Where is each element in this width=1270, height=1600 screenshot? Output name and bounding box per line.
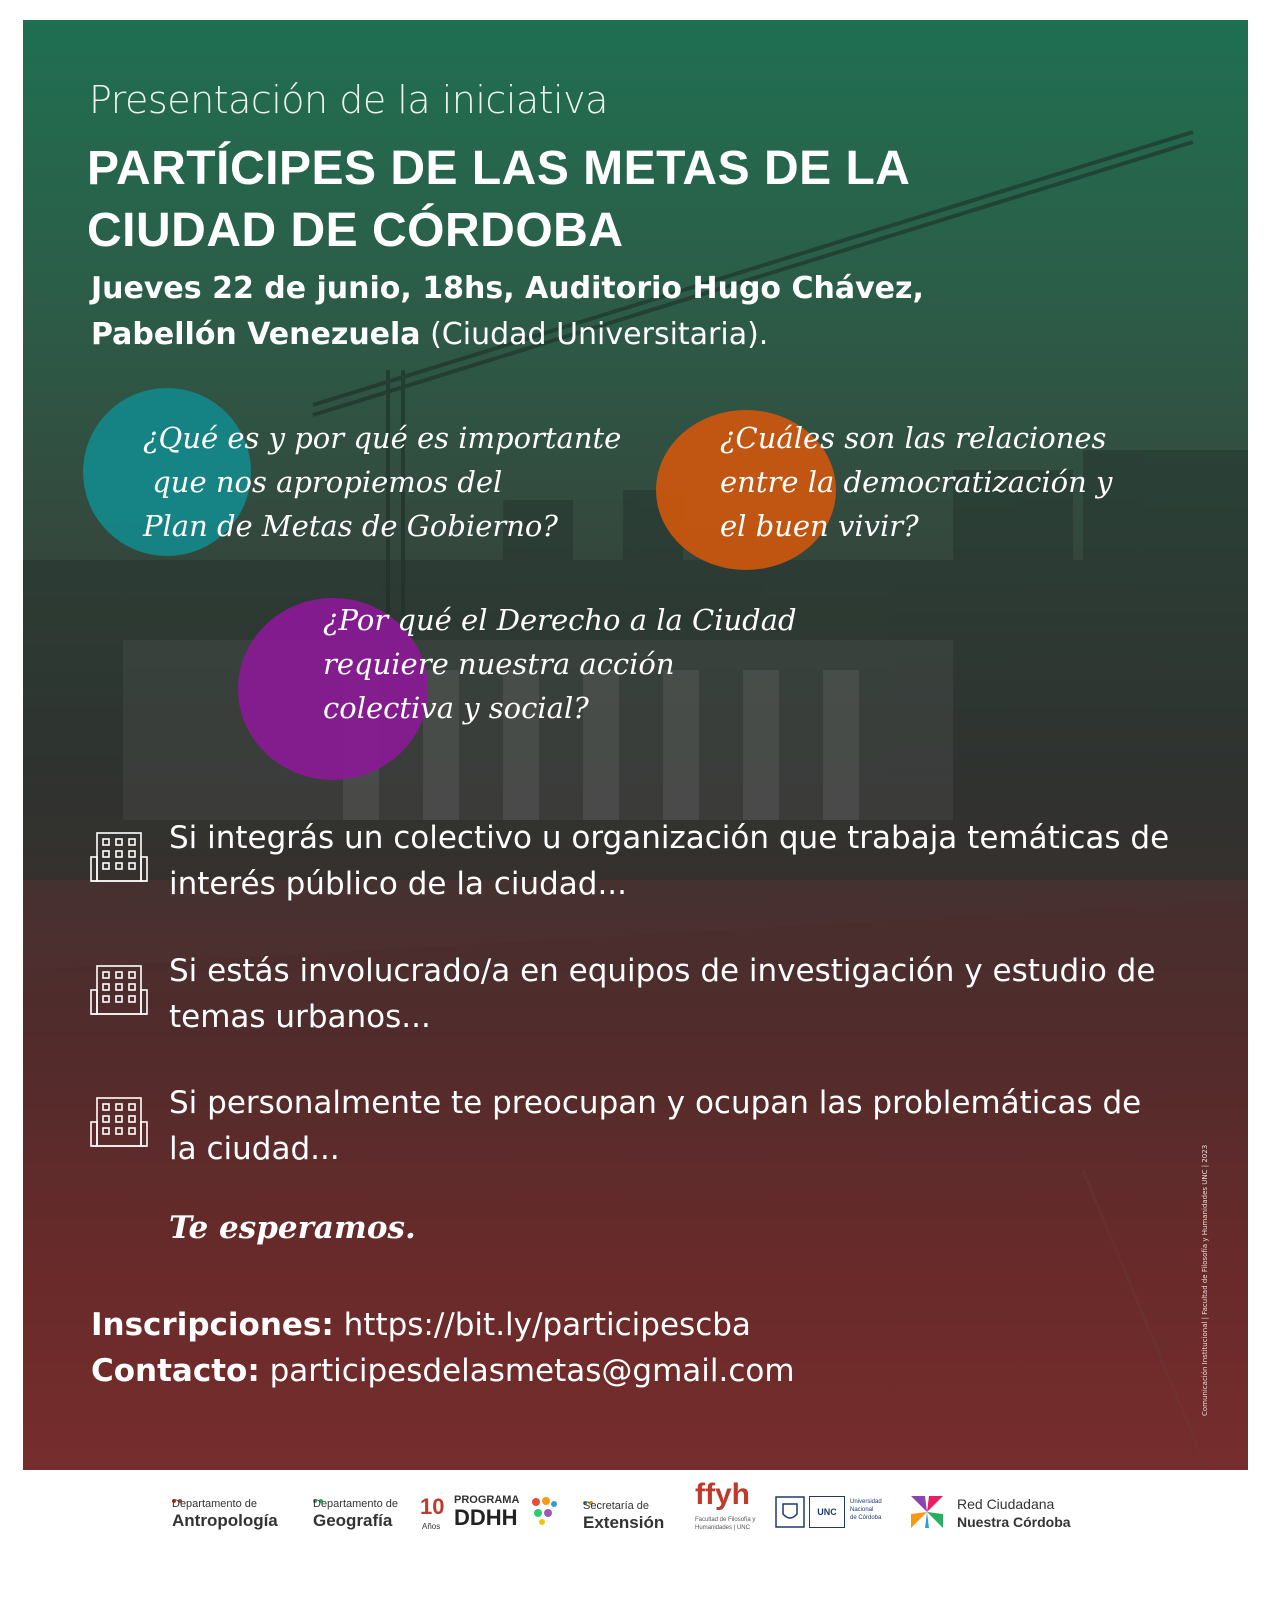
unc-shield-icon	[775, 1496, 805, 1528]
logo-small-text: Departamento de	[172, 1498, 257, 1510]
red-ciudadana-mark-icon	[907, 1492, 947, 1532]
contact-email-link[interactable]: participesdelasmetas@gmail.com	[259, 1353, 795, 1389]
logo-small-text: Secretaría de	[583, 1500, 650, 1512]
question-plan-metas	[143, 416, 663, 548]
unc-badge: UNC	[809, 1496, 845, 1528]
logo-big-text: Antropología	[172, 1511, 278, 1530]
colored-dots-icon	[530, 1496, 558, 1526]
list-item-line: Si estás involucrado/a en equipos de investigación y estudio de	[169, 953, 1156, 989]
logo-big-text: Extensión	[583, 1513, 665, 1532]
logo-ffyh	[695, 1478, 765, 1532]
unc-name-line: Universidad	[850, 1499, 882, 1505]
list-item-line: interés público de la ciudad...	[169, 866, 628, 902]
logo-red-ciudadana	[907, 1492, 1087, 1536]
logo-bar	[0, 1470, 1270, 1600]
pre-title: Presentación de la iniciativa	[89, 78, 608, 122]
ddhh-big-label: DDHH	[454, 1505, 518, 1530]
logo-geografia	[313, 1490, 398, 1531]
logo-unc	[775, 1494, 885, 1534]
poster	[23, 20, 1248, 1470]
logo-small-text: Departamento de	[313, 1498, 398, 1510]
ffyh-caption: Facultad de Filosofía y Humanidades | UNC	[695, 1517, 756, 1531]
question-line: que nos apropiemos del	[143, 465, 503, 499]
red-ciudadana-line2: Nuestra Córdoba	[957, 1514, 1071, 1530]
ddhh-programa-label: PROGRAMA	[454, 1494, 520, 1506]
ddhh-years-number: 10	[420, 1494, 445, 1519]
question-derecho-ciudad	[323, 598, 843, 730]
event-venue-detail: (Ciudad Universitaria).	[420, 317, 769, 352]
list-item-text	[169, 1080, 1199, 1172]
unc-name-line: de Córdoba	[850, 1515, 882, 1521]
unc-name-line: Nacional	[850, 1507, 874, 1513]
unc-full-name	[850, 1498, 882, 1522]
logo-big-text: Geografía	[313, 1511, 393, 1530]
logo-programa-ddhh	[420, 1492, 560, 1542]
ddhh-years-label: Años	[422, 1522, 441, 1531]
dots-icon	[172, 1490, 278, 1496]
building-icon	[87, 823, 151, 887]
closing-text: Te esperamos.	[169, 1210, 416, 1246]
event-date-location: Jueves 22 de junio, 18hs, Auditorio Hugo Chávez,	[91, 271, 924, 306]
question-line: ¿Cuáles son las relaciones	[720, 421, 1107, 455]
list-item-line: Si personalmente te preocupan y ocupan las problemáticas de	[169, 1085, 1142, 1121]
question-line: requiere nuestra acción	[323, 647, 675, 681]
main-title-line1: PARTÍCIPES DE LAS METAS DE LA	[87, 142, 911, 195]
dots-icon	[583, 1492, 664, 1498]
dots-icon	[313, 1490, 398, 1496]
contacto-label: Contacto:	[91, 1353, 260, 1389]
question-line: entre la democratización y	[720, 465, 1113, 499]
logo-extension	[583, 1492, 664, 1533]
inscripciones-link[interactable]: https://bit.ly/participescba	[333, 1307, 751, 1343]
inscripciones-label: Inscripciones:	[91, 1307, 334, 1343]
main-title	[87, 138, 967, 262]
list-item-text	[169, 948, 1199, 1040]
question-line: colectiva y social?	[323, 691, 589, 725]
list-item-text	[169, 815, 1199, 907]
question-line: Plan de Metas de Gobierno?	[143, 509, 558, 543]
list-item-line: Si integrás un colectivo u organización que trabaja temáticas de	[169, 820, 1170, 856]
main-title-line2: CIUDAD DE CÓRDOBA	[87, 204, 624, 257]
contact-block	[91, 1302, 795, 1394]
vertical-credit-text: Comunicación Institucional | Facultad de Filosofía y Humanidades UNC | 2023	[1201, 1144, 1209, 1416]
event-venue: Pabellón Venezuela	[91, 317, 421, 352]
building-icon	[87, 956, 151, 1020]
event-details	[91, 266, 924, 358]
building-icon	[87, 1088, 151, 1152]
question-democratizacion	[720, 416, 1160, 548]
question-line: el buen vivir?	[720, 509, 919, 543]
list-item-line: la ciudad...	[169, 1131, 340, 1167]
question-line: ¿Qué es y por qué es importante	[143, 421, 622, 455]
list-item-line: temas urbanos...	[169, 999, 431, 1035]
ffyh-wordmark: ffyh	[695, 1478, 750, 1511]
logo-antropologia	[172, 1490, 278, 1531]
vertical-credit	[1195, 1144, 1209, 1422]
red-ciudadana-line1: Red Ciudadana	[957, 1496, 1055, 1512]
question-line: ¿Por qué el Derecho a la Ciudad	[323, 603, 797, 637]
